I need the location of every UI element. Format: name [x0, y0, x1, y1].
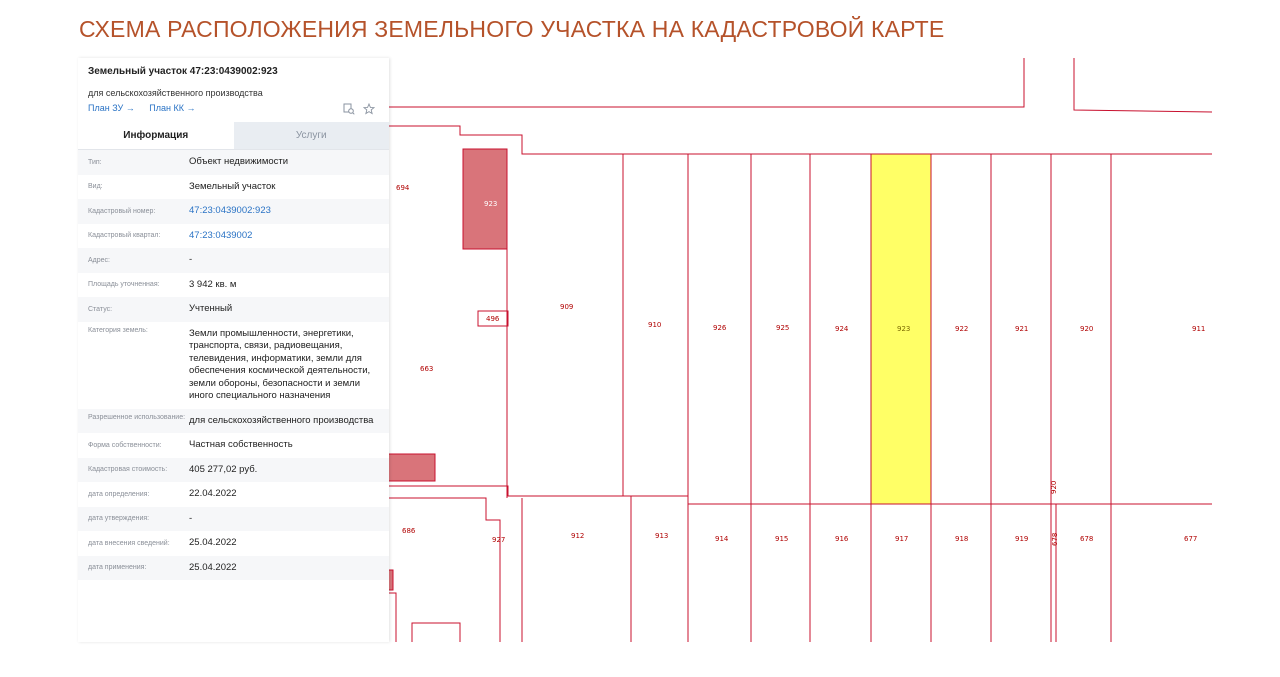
parcel-highlight-left [388, 454, 435, 481]
row-label: дата определения: [88, 490, 150, 498]
row-label: Площадь уточненная: [88, 281, 160, 289]
parcel-label: 922 [955, 325, 969, 333]
parcel-label: 913 [655, 532, 669, 540]
row-label: Статус: [88, 305, 113, 313]
row-value: 25.04.2022 [189, 561, 237, 573]
panel-links [88, 103, 379, 113]
row-label: Кадастровый номер: [88, 207, 156, 215]
parcel-label: 694 [396, 184, 410, 192]
info-row-cadastral-quarter [78, 224, 389, 249]
info-row-kind [78, 175, 389, 200]
parcel-label: 920 [1080, 325, 1094, 333]
parcel-label: 909 [560, 303, 574, 311]
parcel-label: 678 [1051, 532, 1059, 546]
row-label: дата применения: [88, 564, 147, 572]
row-label: дата внесения сведений: [88, 539, 170, 547]
parcel-label: 917 [895, 535, 909, 543]
info-row-address [78, 248, 389, 273]
parcel-label: 916 [835, 535, 849, 543]
cadastral-map[interactable] [388, 58, 1212, 642]
row-label: Тип: [88, 158, 102, 166]
parcel-label: 919 [1015, 535, 1029, 543]
row-value: - [189, 512, 193, 524]
row-value: 22.04.2022 [189, 488, 237, 499]
info-row-date-entered [78, 531, 389, 556]
parcel-label: 677 [1184, 535, 1198, 543]
parcel-label: 496 [486, 315, 500, 323]
row-value: Объект недвижимости [189, 156, 289, 167]
row-label: Адрес: [88, 256, 110, 264]
row-value: 3 942 кв. м [189, 278, 237, 290]
parcel-label: 923 [484, 200, 498, 208]
cadastral-quarter-link[interactable]: 47:23:0439002 [189, 229, 253, 241]
star-icon[interactable] [363, 102, 375, 114]
row-label: Разрешенное использование: [88, 413, 186, 421]
info-row-date-determined [78, 482, 389, 507]
road-boundary [388, 58, 1024, 107]
info-rows [78, 150, 389, 580]
map-canvas[interactable] [388, 58, 1212, 642]
row-label: Категория земель: [88, 326, 148, 334]
panel-icons [343, 102, 375, 114]
parcel-label: 920 [1050, 480, 1058, 494]
parcel-label: 914 [715, 535, 729, 543]
parcel-label: 924 [835, 325, 849, 333]
info-row-area [78, 273, 389, 298]
row-label: Форма собственности: [88, 441, 162, 449]
row-label: дата утверждения: [88, 515, 150, 523]
parcel-label: 678 [1080, 535, 1094, 543]
panel-header [78, 58, 389, 122]
info-row-ownership [78, 433, 389, 458]
info-row-type [78, 150, 389, 175]
cadastral-number-link[interactable]: 47:23:0439002:923 [189, 205, 271, 216]
parcel-label: 663 [420, 365, 434, 373]
info-row-cadastral-number [78, 199, 389, 224]
parcel-label: 925 [776, 324, 790, 332]
road-boundary [1074, 58, 1212, 112]
row-value: - [189, 254, 193, 265]
info-row-cadastral-cost [78, 458, 389, 483]
parcel-label: 915 [775, 535, 789, 543]
parcel-label-selected: 923 [897, 325, 911, 333]
tab-info[interactable]: Информация [78, 122, 234, 149]
panel-subtitle: для сельскохозяйственного производства [88, 88, 263, 98]
parcel-label: 927 [492, 536, 506, 544]
plan-zu-link[interactable]: План ЗУ → [88, 103, 135, 113]
row-label: Кадастровый квартал: [88, 232, 161, 240]
tab-services[interactable]: Услуги [234, 122, 390, 149]
info-row-date-applied [78, 556, 389, 581]
row-value: 405 277,02 руб. [189, 463, 258, 475]
parcel-label: 910 [648, 321, 662, 329]
info-panel [78, 58, 389, 642]
panel-title: Земельный участок 47:23:0439002:923 [88, 66, 278, 77]
row-value: Земли промышленности, энергетики, транспорта, связи, радиовещания, телевидения, информатики, земли для обеспечения космической деятельности, земли обороны, безопасности и земли иного специального назначения [189, 327, 371, 401]
parcel-label: 912 [571, 532, 585, 540]
parcel-label: 911 [1192, 325, 1206, 333]
parcel-label: 686 [402, 527, 416, 535]
parcel-label: 926 [713, 324, 727, 332]
plan-kk-link[interactable]: План КК → [149, 103, 196, 113]
info-row-permitted-use [78, 409, 389, 434]
parcel-923-upper [463, 149, 507, 249]
info-row-date-approved [78, 507, 389, 532]
row-label: Кадастровая стоимость: [88, 466, 168, 474]
row-value: Учтенный [189, 303, 233, 314]
info-row-status [78, 297, 389, 322]
row-label: Вид: [88, 183, 103, 191]
copy-search-icon[interactable] [343, 102, 355, 114]
parcel-label: 921 [1015, 325, 1029, 333]
parcel-label: 918 [955, 535, 969, 543]
page-title: СХЕМА РАСПОЛОЖЕНИЯ ЗЕМЕЛЬНОГО УЧАСТКА НА КАДАСТРОВОЙ КАРТЕ [79, 16, 945, 42]
info-row-land-category [78, 322, 389, 409]
row-value: 25.04.2022 [189, 537, 237, 548]
row-value: Частная собственность [189, 439, 293, 450]
row-value: для сельскохозяйственного производства [189, 414, 374, 426]
panel-tabs [78, 122, 389, 150]
row-value: Земельный участок [189, 180, 276, 192]
